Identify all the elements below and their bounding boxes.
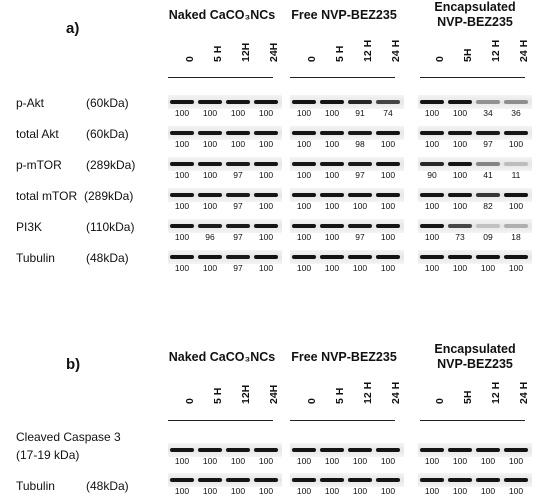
panel-b-row-kda-1: (48kDa) [86,479,129,493]
panel-a-blot-band-2-0-3 [254,162,278,166]
panel-a-blot-band-2-2-1 [448,162,472,166]
panel-a-band-value-1-1-0: 100 [296,139,312,149]
panel-a-blot-band-4-2-1 [448,224,472,228]
panel-a-blot-band-4-0-1 [198,224,222,228]
panel-a-blot-band-5-0-1 [198,255,222,259]
panel-a-blot-band-2-1-1 [320,162,344,166]
panel-a-blot-band-0-0-3 [254,100,278,104]
panel-a-blot-band-2-0-1 [198,162,222,166]
panel-a-timepoint-1-3: 24 H [390,39,402,62]
panel-b-blot-band-0-1-3 [376,448,400,452]
panel-b-band-value-0-2-3: 100 [508,456,524,466]
panel-a-blot-band-2-0-0 [170,162,194,166]
panel-a-timepoint-2-1: 5H [462,48,474,62]
panel-b-timepoint-0-1: 5 H [212,387,224,404]
panel-a-row-name-0: p-Akt [16,96,45,110]
panel-b-blot-band-1-1-3 [376,478,400,482]
panel-b-blot-band-0-2-3 [504,448,528,452]
panel-b-group-title-2-0: Encapsulated [434,342,516,356]
panel-a-timepoint-1-1: 5 H [334,45,346,62]
panel-a-band-value-3-2-1: 100 [452,201,468,211]
panel-a-band-value-2-2-3: 11 [511,170,521,180]
panel-b-band-value-1-0-0: 100 [174,486,190,496]
panel-b-blot-band-1-0-3 [254,478,278,482]
panel-a-band-value-3-0-0: 100 [174,201,190,211]
panel-b-blot-band-0-2-1 [448,448,472,452]
panel-b-band-value-0-0-1: 100 [202,456,218,466]
panel-a-blot-band-3-0-1 [198,193,222,197]
panel-b-timepoint-0-3: 24H [268,384,280,404]
panel-a-blot-band-3-2-2 [476,193,500,197]
panel-b-band-value-0-0-2: 100 [230,456,246,466]
panel-a-group-title-2-1: NVP-BEZ235 [437,15,513,29]
panel-a-blot-band-4-1-2 [348,224,372,228]
panel-b-timepoint-2-2: 12 H [490,381,502,404]
panel-a-blot-band-0-1-1 [320,100,344,104]
panel-a-band-value-0-2-3: 36 [511,108,521,118]
panel-a-blot-band-2-0-2 [226,162,250,166]
panel-b-band-value-1-2-2: 100 [480,486,496,496]
panel-a-band-value-0-1-2: 91 [355,108,365,118]
panel-b-group-rule-2 [420,420,525,421]
panel-b-band-value-1-1-2: 100 [352,486,368,496]
panel-b-timepoint-2-1: 5H [462,390,474,404]
panel-a-band-value-0-2-2: 34 [483,108,493,118]
panel-b-band-value-1-1-1: 100 [324,486,340,496]
panel-a-blot-band-1-2-1 [448,131,472,135]
panel-b-row-name-0-1: (17-19 kDa) [16,448,80,462]
panel-a-timepoint-1-0: 0 [306,56,318,62]
panel-a-blot-band-2-1-0 [292,162,316,166]
panel-a-blot-band-5-2-3 [504,255,528,259]
panel-a-band-value-4-2-1: 73 [455,232,465,242]
panel-a-blot-band-4-1-0 [292,224,316,228]
panel-a-blot-band-2-1-3 [376,162,400,166]
panel-a-timepoint-0-0: 0 [184,56,196,62]
panel-a-band-value-2-1-3: 100 [380,170,396,180]
panel-a-band-value-5-1-2: 100 [352,263,368,273]
panel-a-band-value-3-0-3: 100 [258,201,274,211]
panel-b-timepoint-1-1: 5 H [334,387,346,404]
panel-a-blot-band-4-2-3 [504,224,528,228]
panel-a-band-value-4-2-3: 18 [511,232,521,242]
panel-b-blot-band-1-1-0 [292,478,316,482]
panel-a-blot-band-2-2-2 [476,162,500,166]
panel-a-blot-band-3-1-3 [376,193,400,197]
panel-a-group-rule-0 [168,77,273,78]
panel-b-timepoint-2-3: 24 H [518,381,530,404]
panel-a-blot-band-0-2-3 [504,100,528,104]
panel-a-blot-band-5-1-1 [320,255,344,259]
panel-a-row-kda-4: (110kDa) [86,220,135,234]
panel-a-band-value-5-1-0: 100 [296,263,312,273]
panel-a-row-kda-0: (60kDa) [86,96,129,110]
panel-b-row-name-0-0: Cleaved Caspase 3 [16,430,121,444]
panel-b-timepoint-2-0: 0 [434,398,446,404]
panel-a-band-value-3-0-1: 100 [202,201,218,211]
panel-a-blot-band-3-0-0 [170,193,194,197]
panel-b-blot-band-0-0-2 [226,448,250,452]
panel-b-band-value-1-2-1: 100 [452,486,468,496]
panel-a-blot-band-4-2-2 [476,224,500,228]
panel-a-band-value-5-0-0: 100 [174,263,190,273]
panel-a-blot-band-2-2-3 [504,162,528,166]
panel-a-blot-band-1-1-3 [376,131,400,135]
panel-a-blot-band-5-2-0 [420,255,444,259]
panel-a-band-value-2-0-3: 100 [258,170,274,180]
panel-a-blot-band-5-1-3 [376,255,400,259]
panel-a-band-value-5-2-1: 100 [452,263,468,273]
panel-a-blot-band-0-2-0 [420,100,444,104]
panel-a-blot-band-0-0-0 [170,100,194,104]
panel-a-band-value-4-1-0: 100 [296,232,312,242]
panel-a-band-value-2-2-2: 41 [483,170,493,180]
panel-a-band-value-1-2-2: 97 [483,139,493,149]
panel-a-band-value-4-2-2: 09 [483,232,493,242]
panel-a-blot-band-3-1-2 [348,193,372,197]
panel-a-band-value-3-0-2: 97 [233,201,243,211]
panel-b-band-value-0-1-1: 100 [324,456,340,466]
panel-a-band-value-3-2-3: 100 [508,201,524,211]
panel-a-blot-band-5-0-3 [254,255,278,259]
panel-b-timepoint-1-3: 24 H [390,381,402,404]
panel-b-row-name-1-0: Tubulin [16,479,55,493]
panel-a-blot-band-3-0-3 [254,193,278,197]
panel-b-group-rule-0 [168,420,273,421]
panel-b-band-value-1-1-0: 100 [296,486,312,496]
panel-a-band-value-1-2-0: 100 [424,139,440,149]
panel-a-band-value-4-1-2: 97 [355,232,365,242]
panel-a-band-value-4-1-1: 100 [324,232,340,242]
panel-a-band-value-1-1-2: 98 [355,139,365,149]
panel-a-blot-band-0-2-1 [448,100,472,104]
panel-a-band-value-1-1-1: 100 [324,139,340,149]
panel-a-blot-band-5-0-2 [226,255,250,259]
panel-a-band-value-4-0-0: 100 [174,232,190,242]
panel-b-band-value-0-1-3: 100 [380,456,396,466]
panel-b-group-title-1-0: Free NVP-BEZ235 [291,350,397,364]
panel-b-band-value-0-2-2: 100 [480,456,496,466]
panel-a-blot-band-4-0-2 [226,224,250,228]
panel-b-blot-band-0-0-3 [254,448,278,452]
panel-a-band-value-2-2-0: 90 [427,170,437,180]
panel-b-blot-band-1-1-2 [348,478,372,482]
panel-a-blot-band-5-1-0 [292,255,316,259]
panel-b-label: b) [66,356,81,373]
panel-a-band-value-2-0-2: 97 [233,170,243,180]
panel-a-label: a) [66,20,80,37]
panel-a-band-value-3-2-2: 82 [483,201,493,211]
panel-a-blot-band-4-0-0 [170,224,194,228]
panel-a-blot-band-5-2-1 [448,255,472,259]
panel-a-row-kda-2: (289kDa) [86,158,136,172]
panel-a-band-value-4-0-2: 97 [233,232,243,242]
panel-a-band-value-5-1-3: 100 [380,263,396,273]
panel-a-blot-band-5-2-2 [476,255,500,259]
panel-a-band-value-4-2-0: 100 [424,232,440,242]
panel-b-band-value-1-2-0: 100 [424,486,440,496]
panel-b-timepoint-0-2: 12H [240,384,252,404]
panel-a-band-value-1-0-3: 100 [258,139,274,149]
panel-a-band-value-0-1-0: 100 [296,108,312,118]
panel-a-band-value-4-0-1: 96 [205,232,215,242]
panel-a-blot-band-4-1-3 [376,224,400,228]
panel-a-band-value-0-0-0: 100 [174,108,190,118]
panel-b-blot-band-1-2-2 [476,478,500,482]
panel-b-blot-band-0-2-0 [420,448,444,452]
panel-a-blot-band-1-0-3 [254,131,278,135]
panel-a-row-name-1: total Akt [16,127,59,141]
panel-b-blot-band-1-2-3 [504,478,528,482]
panel-a-band-value-2-1-2: 97 [355,170,365,180]
panel-a-group-title-0-0: Naked CaCO₃NCs [168,8,276,22]
panel-b-band-value-1-2-3: 100 [508,486,524,496]
panel-a-timepoint-1-2: 12 H [362,39,374,62]
panel-a-blot-band-4-2-0 [420,224,444,228]
panel-a-timepoint-2-2: 12 H [490,39,502,62]
panel-a-timepoint-0-2: 12H [240,42,252,62]
panel-b-group-rule-1 [290,420,395,421]
panel-a-band-value-0-1-3: 74 [383,108,393,118]
panel-a-row-name-3: total mTOR [16,189,78,203]
panel-b-band-value-0-0-3: 100 [258,456,274,466]
panel-a-blot-band-5-0-0 [170,255,194,259]
panel-a-band-value-3-1-3: 100 [380,201,396,211]
panel-b-blot-band-0-1-1 [320,448,344,452]
panel-a-band-value-1-1-3: 100 [380,139,396,149]
panel-a-blot-band-0-1-2 [348,100,372,104]
panel-a-blot-band-3-2-1 [448,193,472,197]
panel-a-band-value-5-0-1: 100 [202,263,218,273]
panel-b-timepoint-1-2: 12 H [362,381,374,404]
panel-b-blot-band-0-2-2 [476,448,500,452]
panel-b-blot-band-1-0-1 [198,478,222,482]
panel-a-blot-band-3-2-3 [504,193,528,197]
panel-a-band-value-2-2-1: 100 [452,170,468,180]
panel-a-blot-band-0-1-3 [376,100,400,104]
panel-b-band-value-0-2-0: 100 [424,456,440,466]
panel-a-blot-band-3-2-0 [420,193,444,197]
panel-b-blot-band-1-2-0 [420,478,444,482]
panel-b-blot-band-0-1-2 [348,448,372,452]
panel-a-blot-band-0-2-2 [476,100,500,104]
panel-b-band-value-1-0-2: 100 [230,486,246,496]
panel-a-blot-band-0-1-0 [292,100,316,104]
panel-a-band-value-1-0-2: 100 [230,139,246,149]
panel-a-band-value-5-2-2: 100 [480,263,496,273]
panel-a-timepoint-0-1: 5 H [212,45,224,62]
panel-a-band-value-1-0-1: 100 [202,139,218,149]
panel-a-timepoint-2-0: 0 [434,56,446,62]
panel-a-row-kda-1: (60kDa) [86,127,129,141]
panel-a-band-value-3-1-2: 100 [352,201,368,211]
panel-b-band-value-1-0-3: 100 [258,486,274,496]
panel-b-group-title-2-1: NVP-BEZ235 [437,357,513,371]
panel-a-blot-band-1-0-1 [198,131,222,135]
panel-a-band-value-5-0-3: 100 [258,263,274,273]
panel-b-timepoint-0-0: 0 [184,398,196,404]
panel-b-blot-band-0-0-0 [170,448,194,452]
panel-a-blot-band-1-2-3 [504,131,528,135]
panel-b-band-value-1-1-3: 100 [380,486,396,496]
panel-a-band-value-1-2-1: 100 [452,139,468,149]
panel-a-band-value-5-0-2: 97 [233,263,243,273]
panel-a-band-value-0-0-1: 100 [202,108,218,118]
panel-a-band-value-0-2-1: 100 [452,108,468,118]
panel-b-group-title-0-0: Naked CaCO₃NCs [168,350,276,364]
panel-a-blot-band-0-0-1 [198,100,222,104]
panel-a-band-value-2-1-0: 100 [296,170,312,180]
panel-a-band-value-3-2-0: 100 [424,201,440,211]
panel-a-group-title-2-0: Encapsulated [434,0,516,14]
panel-a-row-name-2: p-mTOR [16,158,62,172]
panel-b-blot-band-1-0-0 [170,478,194,482]
panel-b-band-value-1-0-1: 100 [202,486,218,496]
panel-b-timepoint-1-0: 0 [306,398,318,404]
panel-a-band-value-0-0-2: 100 [230,108,246,118]
panel-a-band-value-2-0-1: 100 [202,170,218,180]
panel-b-blot-band-0-1-0 [292,448,316,452]
panel-a-band-value-4-1-3: 100 [380,232,396,242]
panel-a-band-value-2-1-1: 100 [324,170,340,180]
panel-a-blot-band-3-0-2 [226,193,250,197]
panel-a-row-kda-3: (289kDa) [84,189,134,203]
panel-a-blot-band-1-1-0 [292,131,316,135]
panel-a-band-value-3-1-1: 100 [324,201,340,211]
panel-a-blot-band-1-1-1 [320,131,344,135]
panel-a-blot-band-1-2-2 [476,131,500,135]
panel-a-band-value-4-0-3: 100 [258,232,274,242]
panel-b-blot-band-0-0-1 [198,448,222,452]
panel-b-band-value-0-1-2: 100 [352,456,368,466]
panel-a-band-value-0-2-0: 100 [424,108,440,118]
panel-a-blot-band-1-2-0 [420,131,444,135]
panel-a-blot-band-3-1-0 [292,193,316,197]
panel-a-band-value-3-1-0: 100 [296,201,312,211]
panel-b-band-value-0-0-0: 100 [174,456,190,466]
panel-a-row-name-5: Tubulin [16,251,55,265]
panel-a-band-value-2-0-0: 100 [174,170,190,180]
panel-a-row-kda-5: (48kDa) [86,251,129,265]
panel-a-band-value-0-1-1: 100 [324,108,340,118]
panel-b-blot-band-1-2-1 [448,478,472,482]
panel-b-band-value-0-2-1: 100 [452,456,468,466]
panel-a-blot-band-1-1-2 [348,131,372,135]
panel-a-blot-band-1-0-2 [226,131,250,135]
panel-a-blot-band-5-1-2 [348,255,372,259]
panel-a-blot-band-4-0-3 [254,224,278,228]
panel-a-row-name-4: PI3K [16,220,43,234]
panel-a-group-rule-2 [420,77,525,78]
panel-a-group-title-1-0: Free NVP-BEZ235 [291,8,397,22]
panel-a-band-value-5-2-0: 100 [424,263,440,273]
panel-a-band-value-1-2-3: 100 [508,139,524,149]
panel-a-band-value-1-0-0: 100 [174,139,190,149]
panel-a-group-rule-1 [290,77,395,78]
panel-a-blot-band-0-0-2 [226,100,250,104]
panel-a-blot-band-1-0-0 [170,131,194,135]
panel-b-blot-band-1-1-1 [320,478,344,482]
panel-a-blot-band-3-1-1 [320,193,344,197]
panel-b-blot-band-1-0-2 [226,478,250,482]
panel-a-blot-band-4-1-1 [320,224,344,228]
panel-a-timepoint-2-3: 24 H [518,39,530,62]
panel-a-band-value-0-0-3: 100 [258,108,274,118]
panel-a-band-value-5-2-3: 100 [508,263,524,273]
panel-a-blot-band-2-1-2 [348,162,372,166]
panel-b-band-value-0-1-0: 100 [296,456,312,466]
panel-a-blot-band-2-2-0 [420,162,444,166]
panel-a-band-value-5-1-1: 100 [324,263,340,273]
panel-a-timepoint-0-3: 24H [268,42,280,62]
